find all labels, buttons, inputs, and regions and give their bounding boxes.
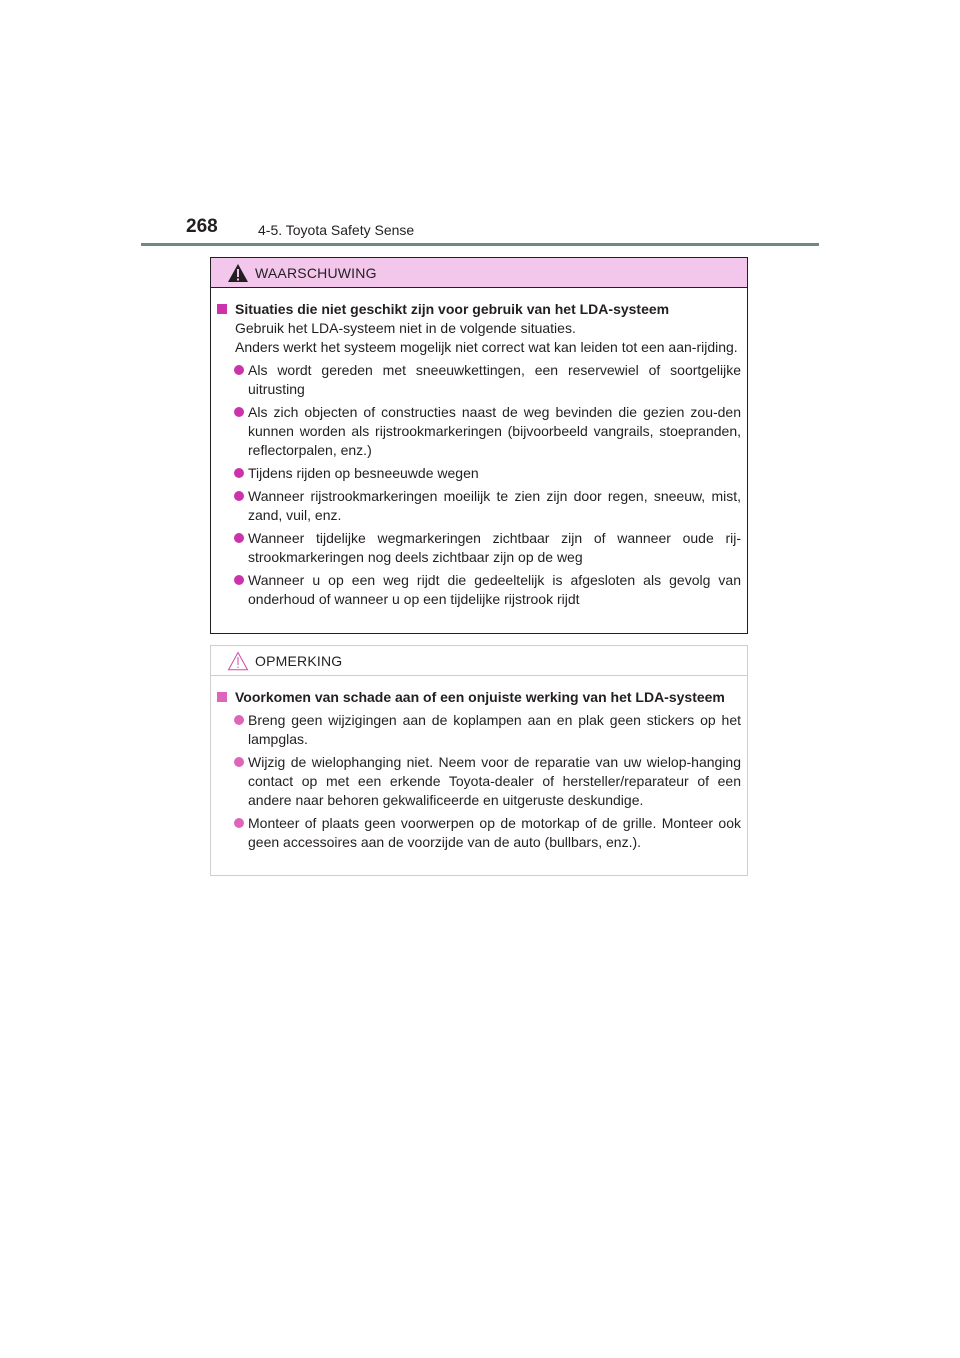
notice-heading-text: Voorkomen van schade aan of een onjuiste werking van het LDA-systeem <box>235 689 725 705</box>
warning-heading-text: Situaties die niet geschikt zijn voor gebruik van het LDA-systeem <box>235 301 670 317</box>
list-item <box>217 711 741 749</box>
notice-content <box>211 676 747 852</box>
list-item <box>217 814 741 852</box>
notice-heading <box>217 688 741 707</box>
warning-heading <box>217 300 741 319</box>
list-item <box>217 487 741 525</box>
list-item-text: Wanneer u op een weg rijdt die gedeeltelijk is afgesloten als gevolg van onderhoud of wanneer u op een tijdelijke rijstrook rijdt <box>248 572 741 607</box>
header-rule <box>141 243 819 246</box>
bullet-dot-icon <box>234 468 244 478</box>
notice-label: OPMERKING <box>255 653 343 669</box>
bullet-dot-icon <box>234 365 244 375</box>
warning-triangle-icon <box>227 263 249 283</box>
warning-list <box>217 361 741 609</box>
notice-triangle-icon <box>227 651 249 671</box>
notice-list <box>217 711 741 852</box>
list-item-text: Monteer of plaats geen voorwerpen op de motorkap of de grille. Monteer ook geen accessoires aan de voorzijde van de auto (bullbars, enz.). <box>248 815 741 850</box>
square-bullet-icon <box>217 304 227 314</box>
warning-intro-1: Gebruik het LDA-systeem niet in de volgende situaties. <box>235 320 576 336</box>
bullet-dot-icon <box>234 575 244 585</box>
list-item <box>217 361 741 399</box>
bullet-dot-icon <box>234 715 244 725</box>
list-item-text: Als zich objecten of constructies naast de weg bevinden die gezien zou-den kunnen worden als rijstrookmarkeringen (bijvoorbeeld vangrails, stoepranden, reflectorpalen, enz.) <box>248 404 741 458</box>
list-item-text: Als wordt gereden met sneeuwkettingen, een reservewiel of soortgelijke uitrusting <box>248 362 741 397</box>
list-item <box>217 403 741 460</box>
bullet-dot-icon <box>234 533 244 543</box>
bullet-dot-icon <box>234 818 244 828</box>
list-item-text: Wanneer tijdelijke wegmarkeringen zichtbaar zijn of wanneer oude rij-strookmarkeringen nog deels zichtbaar zijn op de weg <box>248 530 741 565</box>
warning-box <box>210 257 748 634</box>
list-item-text: Wanneer rijstrookmarkeringen moeilijk te zien zijn door regen, sneeuw, mist, zand, vuil, enz. <box>248 488 741 523</box>
list-item <box>217 529 741 567</box>
warning-label: WAARSCHUWING <box>255 265 377 281</box>
page-number: 268 <box>186 216 218 237</box>
bullet-dot-icon <box>234 407 244 417</box>
list-item-text: Tijdens rijden op besneeuwde wegen <box>248 465 479 481</box>
list-item <box>217 464 741 483</box>
section-title: 4-5. Toyota Safety Sense <box>258 222 415 238</box>
warning-content <box>211 288 747 609</box>
page-header <box>186 216 826 246</box>
bullet-dot-icon <box>234 491 244 501</box>
warning-header <box>211 258 747 288</box>
list-item-text: Breng geen wijzigingen aan de koplampen aan en plak geen stickers op het lampglas. <box>248 712 741 747</box>
bullet-dot-icon <box>234 757 244 767</box>
warning-intro-2: Anders werkt het systeem mogelijk niet correct wat kan leiden tot een aan-rijding. <box>235 339 738 355</box>
notice-box <box>210 645 748 876</box>
notice-header <box>211 646 747 676</box>
list-item <box>217 571 741 609</box>
list-item-text: Wijzig de wielophanging niet. Neem voor de reparatie van uw wielop-hanging contact op met een erkende Toyota-dealer of hersteller/reparateur of een andere naar behoren gekwalificeerde en uitgeruste deskundige. <box>248 754 741 808</box>
list-item <box>217 753 741 810</box>
square-bullet-icon <box>217 692 227 702</box>
